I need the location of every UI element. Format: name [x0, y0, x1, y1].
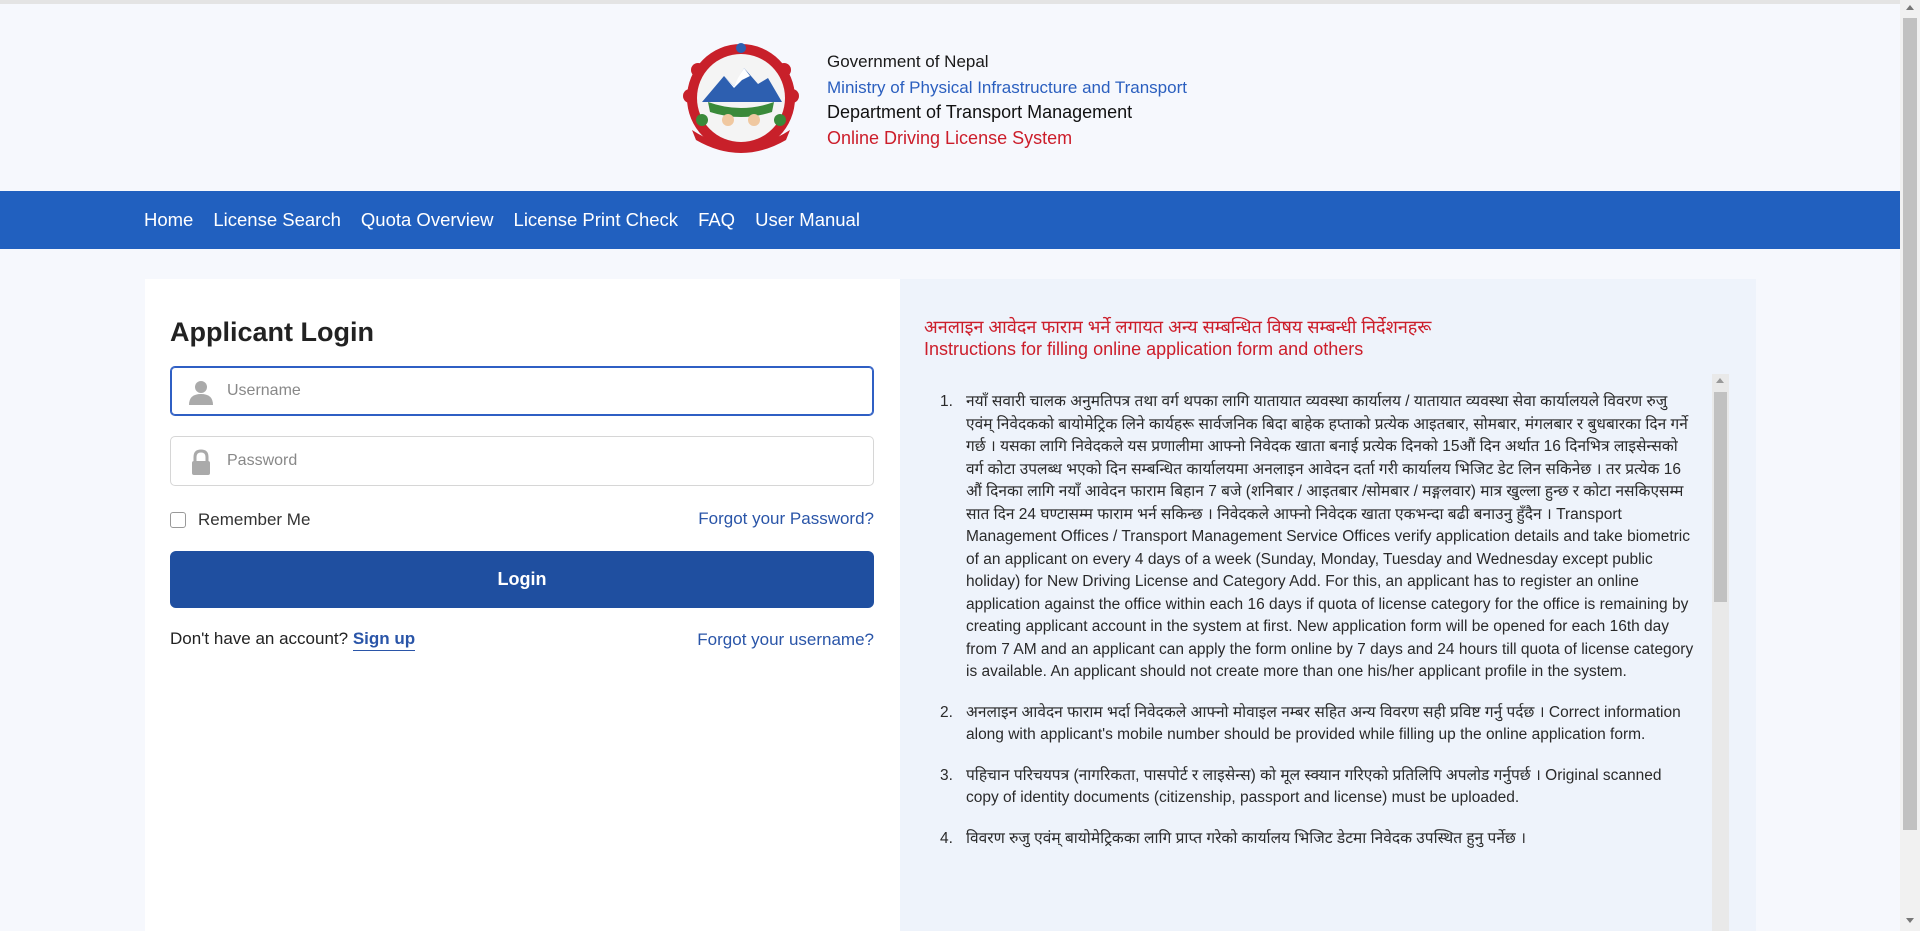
department-title: Department of Transport Management — [827, 102, 1133, 122]
remember-checkbox[interactable] — [170, 512, 186, 528]
signup-row — [170, 629, 415, 649]
instruction-english: Correct information along with applicant's mobile number should be provided while filling up the online application form. — [966, 703, 1681, 743]
login-button[interactable]: Login — [170, 551, 874, 608]
instruction-item: 3. पहिचान परिचयपत्र (नागरिकता, पासपोर्ट र लाइसेन्स) को मूल स्क्यान गरिएको प्रतिलिपि अपलोड गर्नुपर्छ । Original scanned copy of identity documents (citizenship, passport and license) must be uploaded. — [940, 766, 1662, 806]
remember-me[interactable] — [170, 510, 310, 530]
nav-home[interactable]: Home — [144, 209, 194, 230]
instruction-english: Transport Management Offices / Transport Management Service Offices verify application details and take biometric of an applicant on every 4 days of a week (Sunday, Monday, Tuesday and Wednesday except public holiday) for New Driving License and Category Add. For this, an applicant has to register an online application against the office within each 16 days if quota of license category for the office is remaining by creating applicant account in the system at first. New application form will be opened for each 16th day from 7 AM and an applicant can apply the form online by 7 days and 24 hours till quota of license category is available. An applicant should not create more than one his/her applicant profile in the system. — [966, 505, 1694, 680]
user-icon — [188, 379, 214, 405]
ministry-title: Ministry of Physical Infrastructure and Transport — [827, 77, 1187, 97]
page-scroll-up-icon[interactable] — [1906, 5, 1914, 10]
instructions-list — [940, 391, 1697, 868]
nav-license-print-check[interactable]: License Print Check — [513, 209, 679, 230]
instructions-title — [924, 316, 1431, 360]
instructions-title-nepali: अनलाइन आवेदन फाराम भर्ने लगायत अन्य सम्बन्धित विषय सम्बन्धी निर्देशनहरू — [924, 317, 1432, 337]
instructions-panel — [900, 279, 1756, 931]
system-title: Online Driving License System — [827, 127, 1073, 148]
forgot-username-link[interactable]: Forgot your username? — [697, 630, 874, 649]
header-text — [827, 49, 1187, 151]
nav-user-manual[interactable]: User Manual — [755, 209, 860, 230]
instruction-item: 4. विवरण रुजु एवंम् बायोमेट्रिकका लागि प्राप्त गरेको कार्यालय भिजिट डेटमा निवेदक उपस्थित हुनु पर्नेछ । — [940, 829, 1526, 847]
password-field[interactable] — [170, 436, 874, 486]
instruction-nepali: पहिचान परिचयपत्र (नागरिकता, पासपोर्ट र लाइसेन्स) को मूल स्क्यान गरिएको प्रतिलिपि अपलोड गर्नुपर्छ । — [966, 766, 1541, 784]
page-scroll-thumb[interactable] — [1903, 18, 1917, 830]
instruction-english: Original scanned copy of identity documents (citizenship, passport and license) must be uploaded. — [966, 766, 1662, 806]
lock-icon — [188, 449, 214, 475]
password-input[interactable] — [227, 437, 857, 485]
nav-menu — [144, 191, 860, 249]
nepal-emblem-icon — [672, 40, 810, 158]
login-title: Applicant Login — [170, 317, 374, 347]
username-field[interactable] — [170, 366, 874, 416]
site-header — [0, 4, 1900, 191]
instruction-item: 1. नयाँ सवारी चालक अनुमतिपत्र तथा वर्ग थपका लागि यातायात व्यवस्था कार्यालय / यातायात व्यवस्था सेवा कार्यालयले विवरण रुजु एवंम् निवेदकको बायोमेट्रिक लिने कार्यहरू सार्वजनिक बिदा बाहेक हप्ताको प्रत्येक आइतबार, सोमबार, मंगलबार र बुधबारका दिन गर्ने गर्छ । यसका लागि निवेदकले यस प्रणालीमा आफ्नो निवेदक खाता बनाई प्रत्येक दिनको 15औं दिन अर्थात 16 दिनभित्र लाइसेन्सको वर्ग कोटा उपलब्ध भएको दिन सम्बन्धित कार्यालयमा अनलाइन आवेदन दर्ता गरी कार्यालय भिजिट डेट लिन सकिनेछ । तर प्रत्येक 16 औं दिनका लागि नयाँ आवेदन फाराम बिहान 7 बजे (शनिबार / आइतबार /सोमबार / मङ्गलवार) मात्र खुल्ला हुन्छ र कोटा नसकिएसम्म सात दिन 24 घण्टासम्म फाराम भर्न सकिन्छ । निवेदकले आफ्नो निवेदक खाता एकभन्दा बढी बनाउनु हुँदैन । Transport Management Offices / Transport Management Service Offices verify application details and take biometric of an applicant on every 4 days of a week (Sunday, Monday, Tuesday and Wednesday except public holiday) for New Driving License and Category Add. For this, an applicant has to register an online application against the office within each 16 days if quota of license category for the office is remaining by creating applicant account in the system at first. New application form will be opened for each 16th day from 7 AM and an applicant can apply the form online by 7 days and 24 hours till quota of license category is available. An applicant should not create more than one his/her applicant profile in the system. — [940, 393, 1694, 680]
page-scrollbar[interactable] — [1900, 0, 1920, 931]
instructions-scroll-thumb[interactable] — [1714, 392, 1727, 602]
scroll-up-icon[interactable] — [1716, 378, 1724, 383]
page-scroll-down-icon[interactable] — [1906, 918, 1914, 923]
instruction-nepali: विवरण रुजु एवंम् बायोमेट्रिकका लागि प्राप्त गरेको कार्यालय भिजिट डेटमा निवेदक उपस्थित हुनु पर्नेछ । — [966, 829, 1526, 847]
instruction-nepali: अनलाइन आवेदन फाराम भर्दा निवेदकले आफ्नो मोवाइल नम्बर सहित अन्य विवरण सही प्रविष्ट गर्नु पर्दछ । — [966, 703, 1545, 721]
instruction-item: 2. अनलाइन आवेदन फाराम भर्दा निवेदकले आफ्नो मोवाइल नम्बर सहित अन्य विवरण सही प्रविष्ट गर्नु पर्दछ । Correct information along with applicant's mobile number should be provided while filling up the online application form. — [940, 703, 1681, 743]
forgot-password-link[interactable]: Forgot your Password? — [698, 509, 874, 528]
main-navbar — [0, 191, 1900, 249]
signup-link[interactable]: Sign up — [353, 629, 415, 651]
nav-faq[interactable]: FAQ — [698, 209, 736, 230]
instructions-scrollbar[interactable] — [1712, 374, 1729, 931]
instructions-title-english: Instructions for filling online application form and others — [924, 339, 1364, 359]
nav-quota-overview[interactable]: Quota Overview — [360, 209, 494, 230]
government-title: Government of Nepal — [827, 52, 989, 71]
no-account-text: Don't have an account? — [170, 629, 349, 648]
nav-license-search[interactable]: License Search — [213, 209, 341, 230]
login-panel — [145, 279, 900, 931]
remember-label: Remember Me — [198, 510, 311, 529]
instruction-nepali: नयाँ सवारी चालक अनुमतिपत्र तथा वर्ग थपका लागि यातायात व्यवस्था कार्यालय / यातायात व्यवस्था सेवा कार्यालयले विवरण रुजु एवंम् निवेदकको बायोमेट्रिक लिने कार्यहरू सार्वजनिक बिदा बाहेक हप्ताको प्रत्येक आइतबार, सोमबार, मंगलबार र बुधबारका दिन गर्ने गर्छ । यसका लागि निवेदकले यस प्रणालीमा आफ्नो निवेदक खाता बनाई प्रत्येक दिनको 15औं दिन अर्थात 16 दिनभित्र लाइसेन्सको वर्ग कोटा उपलब्ध भएको दिन सम्बन्धित कार्यालयमा अनलाइन आवेदन दर्ता गरी कार्यालय भिजिट डेट लिन सकिनेछ । तर प्रत्येक 16 औं दिनका लागि नयाँ आवेदन फाराम बिहान 7 बजे (शनिबार / आइतबार /सोमबार / मङ्गलवार) मात्र खुल्ला हुन्छ र कोटा नसकिएसम्म सात दिन 24 घण्टासम्म फाराम भर्न सकिन्छ । निवेदकले आफ्नो निवेदक खाता एकभन्दा बढी बनाउनु हुँदैन । — [966, 393, 1688, 523]
username-input[interactable] — [227, 367, 857, 415]
